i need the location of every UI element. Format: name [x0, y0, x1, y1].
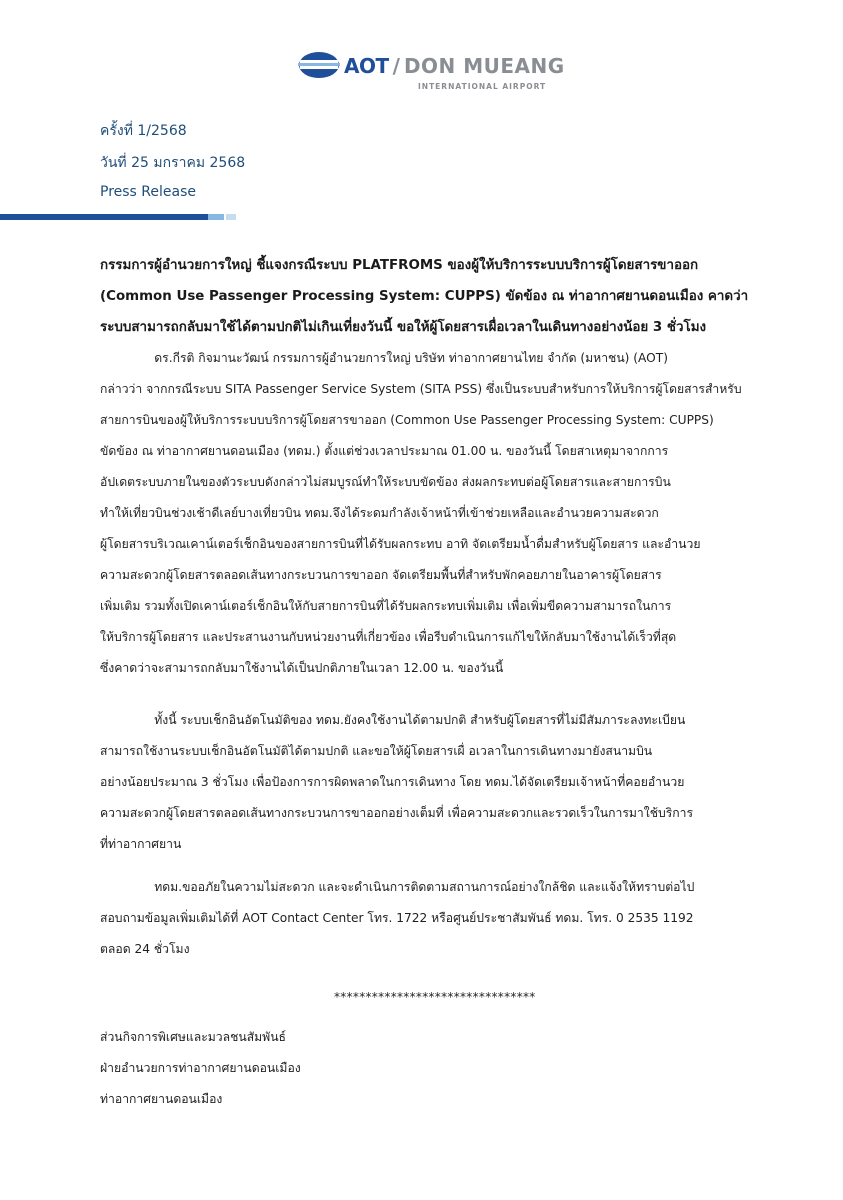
paragraph-3 — [100, 872, 790, 965]
paragraph-line: ทั้งนี้ ระบบเช็กอินอัตโนมัติของ ทดม.ยังคงใช้งานได้ตามปกติ สำหรับผู้โดยสารที่ไม่มีสัมภาระลงทะเบียน — [100, 713, 686, 727]
issuer-department: ฝ่ายอำนวยการท่าอากาศยานดอนเมือง — [100, 1061, 301, 1075]
paragraph-line: เพิ่มเติม รวมทั้งเปิดเคาน์เตอร์เช็กอินให้กับสายการบินที่ได้รับผลกระทบเพิ่มเติม เพื่อเพิ่มขีดความสามารถในการ — [100, 599, 672, 613]
logo-airport-name: DON MUEANG — [403, 54, 565, 78]
paragraph-line: ความสะดวกผู้โดยสารตลอดเส้นทางกระบวนการขาออกอย่างเต็มที่ เพื่อความสะดวกและรวดเร็วในการมาใช้บริการ — [100, 806, 694, 820]
paragraph-line: ดร.กีรติ กิจมานะวัฒน์ กรรมการผู้อำนวยการใหญ่ บริษัท ท่าอากาศยานไทย จำกัด (มหาชน) (AOT) — [100, 351, 668, 365]
paragraph-line: ทำให้เที่ยวบินช่วงเช้าดีเลย์บางเที่ยวบิน ทดม.จึงได้ระดมกำลังเจ้าหน้าที่เข้าช่วยเหลือและอำนวยความสะดวก — [100, 506, 659, 520]
paragraph-line: ซึ่งคาดว่าจะสามารถกลับมาใช้งานได้เป็นปกติภายในเวลา 12.00 น. ของวันนี้ — [100, 661, 504, 675]
paragraph-line: กล่าวว่า จากกรณีระบบ SITA Passenger Service System (SITA PSS) ซึ่งเป็นระบบสำหรับการให้บริการผู้โดยสารสำหรับ — [100, 382, 742, 396]
release-date: วันที่ 25 มกราคม 2568 — [100, 155, 246, 171]
logo-subtitle: INTERNATIONAL AIRPORT — [418, 82, 547, 91]
issue-number: ครั้งที่ 1/2568 — [100, 123, 187, 139]
headline — [100, 250, 790, 343]
document-type: Press Release — [100, 184, 196, 200]
paragraph-2 — [100, 705, 790, 860]
section-separator: ******************************** — [334, 990, 536, 1004]
issuer-division: ส่วนกิจการพิเศษและมวลชนสัมพันธ์ — [100, 1030, 286, 1044]
header-rule — [0, 214, 208, 220]
paragraph-line: อัปเดตระบบภายในของตัวระบบดังกล่าวไม่สมบูรณ์ทำให้ระบบขัดข้อง ส่งผลกระทบต่อผู้โดยสารและสายการบิน — [100, 475, 671, 489]
paragraph-line: ผู้โดยสารบริเวณเคาน์เตอร์เช็กอินของสายการบินที่ได้รับผลกระทบ อาทิ จัดเตรียมน้ำดื่มสำหรับผู้โดยสาร และอำนวย — [100, 537, 701, 551]
paragraph-line: ขัดข้อง ณ ท่าอากาศยานดอนเมือง (ทดม.) ตั้งแต่ช่วงเวลาประมาณ 01.00 น. ของวันนี้ โดยสาเหตุมาจากการ — [100, 444, 669, 458]
paragraph-line: ความสะดวกผู้โดยสารตลอดเส้นทางกระบวนการขาออก จัดเตรียมพื้นที่สำหรับพักคอยภายในอาคารผู้โดยสาร — [100, 568, 662, 582]
aot-don-mueang-logo — [298, 46, 565, 98]
paragraph-line: สอบถามข้อมูลเพิ่มเติมได้ที่ AOT Contact Center โทร. 1722 หรือศูนย์ประชาสัมพันธ์ ทดม. โทร. 0 2535 1192 — [100, 911, 694, 925]
header-rule-accent — [208, 214, 224, 220]
paragraph-line: ทดม.ขออภัยในความไม่สะดวก และจะดำเนินการติดตามสถานการณ์อย่างใกล้ชิด และแจ้งให้ทราบต่อไป — [100, 880, 695, 894]
logo-brand: AOT — [344, 54, 389, 78]
paragraph-line: สายการบินของผู้ให้บริการระบบบริการผู้โดยสารขาออก (Common Use Passenger Processing System: CUPPS) — [100, 413, 714, 427]
headline-line: ระบบสามารถกลับมาใช้ได้ตามปกติไม่เกินเที่ยงวันนี้ ขอให้ผู้โดยสารเผื่อเวลาในเดินทางอย่างน้อย 3 ชั่วโมง — [100, 320, 707, 335]
headline-line: (Common Use Passenger Processing System: CUPPS) ขัดข้อง ณ ท่าอากาศยานดอนเมือง คาดว่า — [100, 289, 749, 304]
headline-line: กรรมการผู้อำนวยการใหญ่ ชี้แจงกรณีระบบ PLATFROMS ของผู้ให้บริการระบบบริการผู้โดยสารขาออก — [100, 258, 699, 273]
paragraph-line: สามารถใช้งานระบบเช็กอินอัตโนมัติได้ตามปกติ และขอให้ผู้โดยสารเผื่ อเวลาในการเดินทางมายังสนามบิน — [100, 744, 653, 758]
issuer-block — [100, 1022, 301, 1115]
aot-wing-icon — [298, 50, 340, 80]
paragraph-line: ตลอด 24 ชั่วโมง — [100, 942, 190, 956]
paragraph-1 — [100, 343, 790, 684]
paragraph-line: ที่ท่าอากาศยาน — [100, 837, 182, 851]
issuer-organization: ท่าอากาศยานดอนเมือง — [100, 1092, 223, 1106]
logo-separator: / — [392, 54, 400, 78]
header-rule-accent-light — [226, 214, 236, 220]
paragraph-line: อย่างน้อยประมาณ 3 ชั่วโมง เพื่อป้องการการผิดพลาดในการเดินทาง โดย ทดม.ได้จัดเตรียมเจ้าหน้าที่คอยอำนวย — [100, 775, 685, 789]
paragraph-line: ให้บริการผู้โดยสาร และประสานงานกับหน่วยงานที่เกี่ยวข้อง เพื่อรีบดำเนินการแก้ไขให้กลับมาใช้งานได้เร็วที่สุด — [100, 630, 677, 644]
